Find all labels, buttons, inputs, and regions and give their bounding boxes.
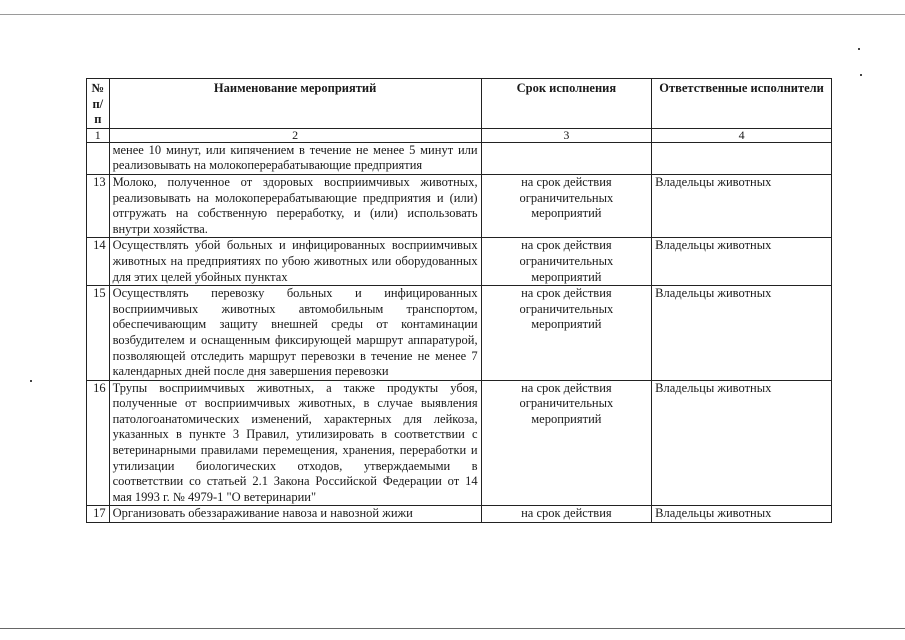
scan-speck [858, 48, 860, 50]
column-index: 2 [109, 128, 481, 142]
row-responsible [652, 142, 832, 174]
measures-table [86, 78, 832, 523]
table-row [87, 380, 832, 506]
row-num: 14 [87, 238, 110, 286]
continuation-row [87, 142, 832, 174]
row-num: 16 [87, 380, 110, 506]
row-num: 17 [87, 506, 110, 523]
header-responsible: Ответственные исполнители [652, 79, 832, 129]
scan-speck [860, 74, 862, 76]
column-index: 4 [652, 128, 832, 142]
row-name: Трупы восприимчивых животных, а также продукты убоя, полученные от восприимчивых животных, в случае выявления патологоанатомических изменений, характерных для лейкоза, указанных в пункте 3 Правил, утилизировать в соответствии с ветеринарными правилами перемещения, хранения, переработки и утилизации биологических отходов, утверждаемыми в соответствии со статьей 2.1 Закона Российской Федерации от 14 мая 1993 г. № 4979-1 "О ветеринарии" [109, 380, 481, 506]
header-term: Срок исполнения [481, 79, 652, 129]
row-term: на срок действия ограничительных мероприятий [481, 238, 652, 286]
row-term [481, 142, 652, 174]
table-row [87, 238, 832, 286]
row-name: Осуществлять перевозку больных и инфицированных восприимчивых животных автомобильным транспортом, обеспечивающим защиту внешней среды от контаминации возбудителем и оснащенным фиксирующей маршрут аппаратурой, позволяющей отследить маршрут перевозки в течение не менее 7 календарных дней после дня завершения перевозки [109, 286, 481, 381]
table-row [87, 506, 832, 523]
row-term: на срок действия ограничительных мероприятий [481, 286, 652, 381]
row-term: на срок действия ограничительных мероприятий [481, 174, 652, 237]
row-term: на срок действия ограничительных мероприятий [481, 380, 652, 506]
row-num: 15 [87, 286, 110, 381]
column-index: 3 [481, 128, 652, 142]
row-num [87, 142, 110, 174]
table-row [87, 286, 832, 381]
row-num: 13 [87, 174, 110, 237]
header-row [87, 79, 832, 129]
column-index: 1 [87, 128, 110, 142]
header-num: № п/п [87, 79, 110, 129]
row-name: Организовать обеззараживание навоза и навозной жижи [109, 506, 481, 523]
row-term: на срок действия [481, 506, 652, 523]
row-responsible: Владельцы животных [652, 380, 832, 506]
column-index-row [87, 128, 832, 142]
row-name: Осуществлять убой больных и инфицированных восприимчивых животных на предприятиях по убою животных или оборудованных для этих целей убойных пунктах [109, 238, 481, 286]
row-name: Молоко, полученное от здоровых восприимчивых животных, реализовывать на молокоперерабатывающие предприятия и (или) отгружать на собственную переработку, и (или) использовать внутри хозяйства. [109, 174, 481, 237]
scan-edge-top [0, 14, 905, 15]
table-row [87, 174, 832, 237]
row-name: менее 10 минут, или кипячением в течение не менее 5 минут или реализовывать на молокоперерабатывающие предприятия [109, 142, 481, 174]
row-responsible: Владельцы животных [652, 174, 832, 237]
row-responsible: Владельцы животных [652, 286, 832, 381]
row-responsible: Владельцы животных [652, 238, 832, 286]
header-name: Наименование мероприятий [109, 79, 481, 129]
scan-speck [30, 380, 32, 382]
scan-edge-bottom [0, 628, 905, 629]
row-responsible: Владельцы животных [652, 506, 832, 523]
